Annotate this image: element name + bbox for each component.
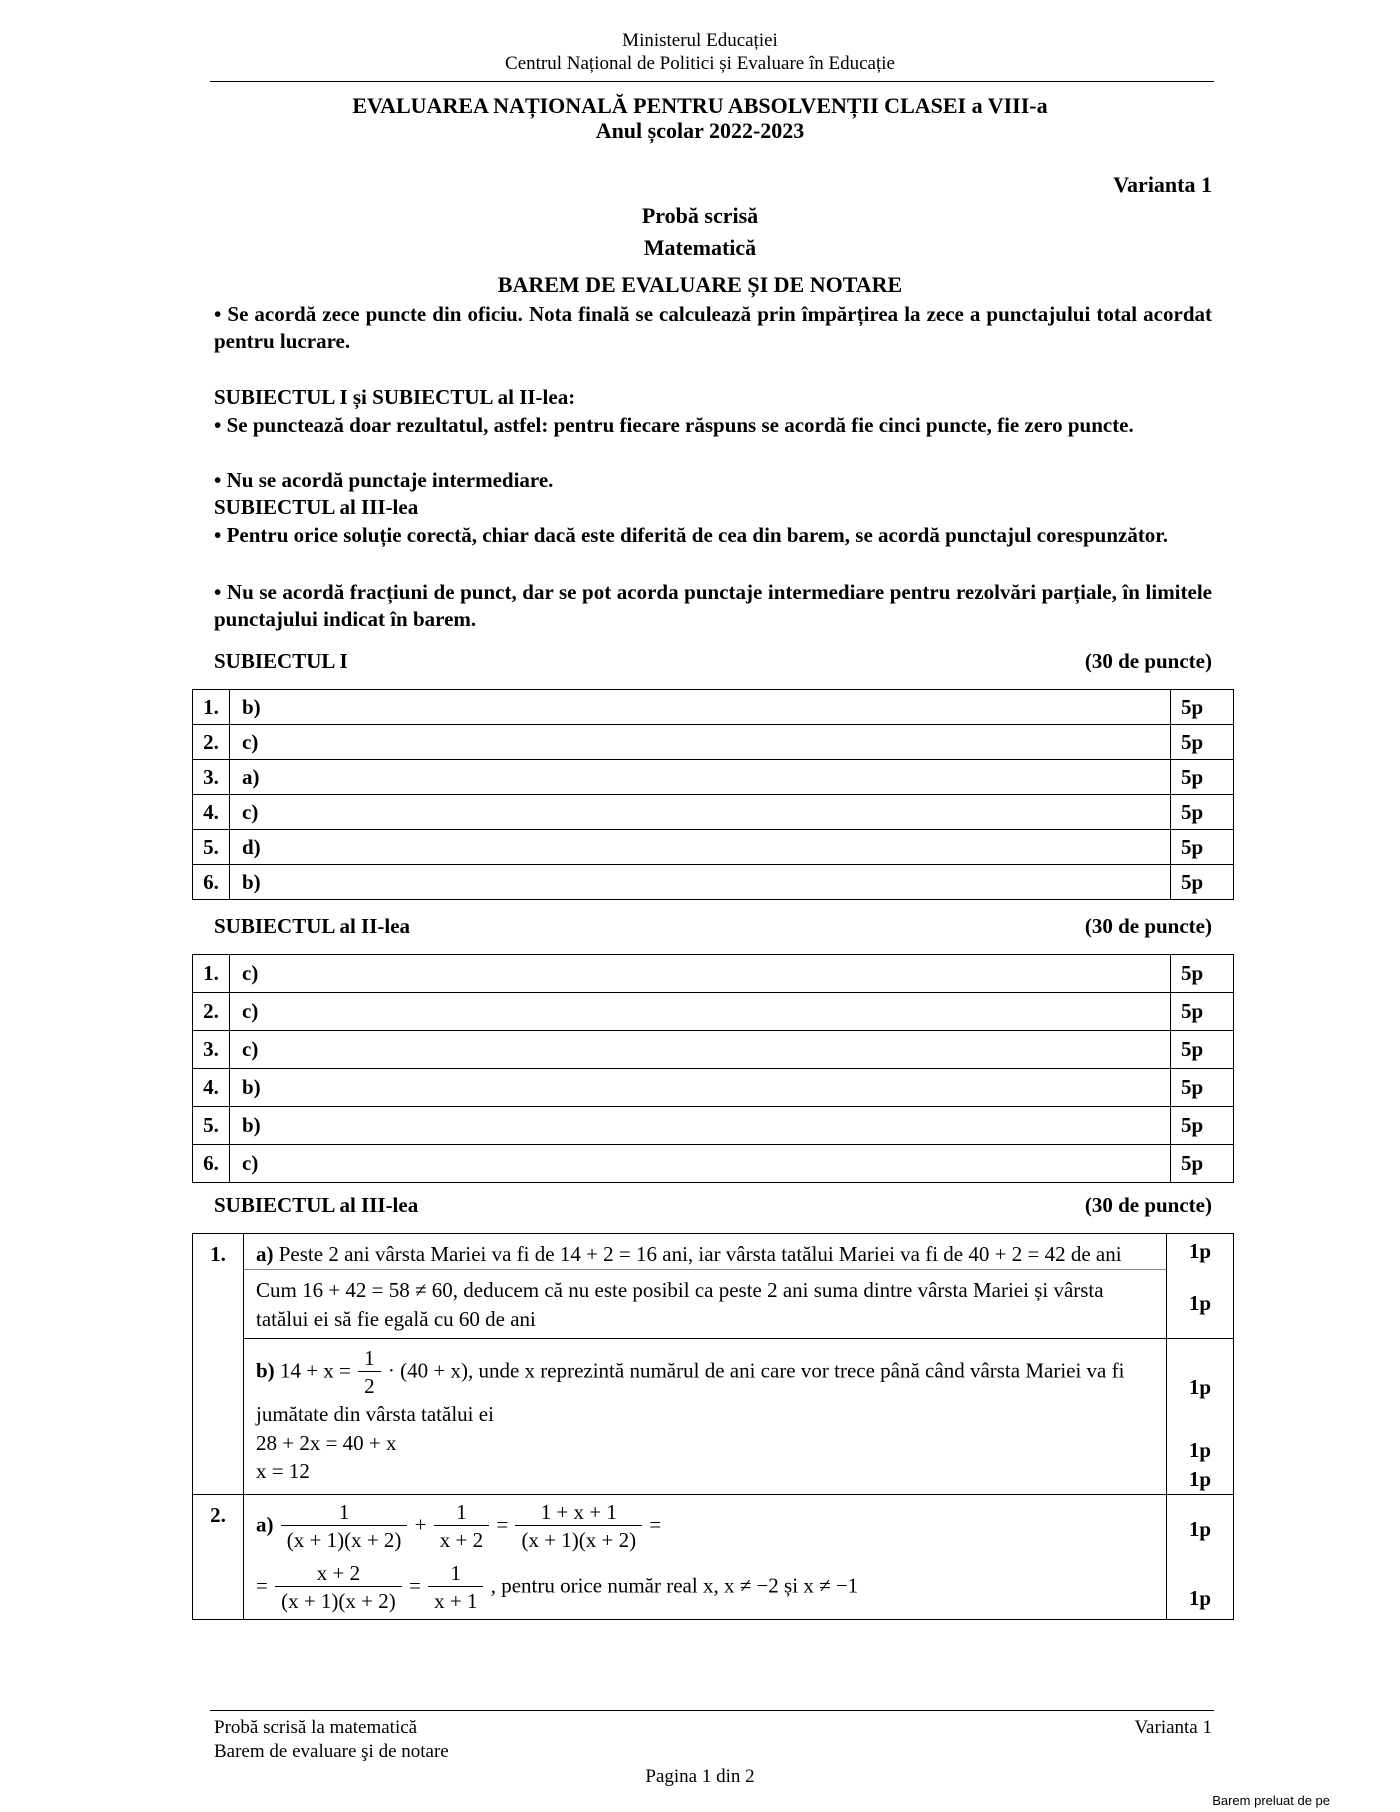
item-points: 5p (1171, 993, 1234, 1031)
general-instruction: • Se acordă zece puncte din oficiu. Nota finală se calculează prin împărțirea la zece a punctajului total acordat pentru lucrare. (214, 302, 1212, 353)
q1b-eq-left: 14 + x = (279, 1358, 351, 1383)
q1b-step-1: 28 + 2x = 40 + x (256, 1431, 397, 1455)
item-number: 1. (193, 955, 230, 993)
item-answer: b) (230, 690, 1171, 725)
ministry-name: Ministerul Educației (622, 30, 778, 51)
subiect3-title: SUBIECTUL al III-lea (214, 1193, 419, 1217)
equals-sign: = (649, 1512, 662, 1537)
q2a-block (244, 1495, 1167, 1620)
fraction-numerator: x + 2 (275, 1560, 402, 1587)
subiect2-points: (30 de puncte) (1084, 914, 1212, 938)
fraction-numerator: 1 (434, 1499, 489, 1526)
school-year: Anul școlar 2022-2023 (595, 118, 805, 143)
s3-rule-1: • Pentru orice soluție corectă, chiar dacă este diferită de cea din barem, se acordă punctajul corespunzător. (214, 523, 1168, 547)
equals-sign: = (409, 1573, 421, 1598)
footer-left-1: Probă scrisă la matematică (214, 1717, 418, 1738)
subiect2-title: SUBIECTUL al II-lea (214, 914, 411, 938)
table-row (193, 1107, 1234, 1145)
item-number: 1. (193, 1234, 244, 1495)
item-answer: b) (230, 1107, 1171, 1145)
item-answer: c) (230, 725, 1171, 760)
table-row (193, 1234, 1234, 1270)
item-number: 3. (193, 1031, 230, 1069)
table-row (193, 725, 1234, 760)
item-points: 1p (1188, 1586, 1212, 1610)
page-number: Pagina 1 din 2 (645, 1766, 755, 1787)
q2a-fraction-2 (434, 1499, 489, 1554)
fraction-denominator: (x + 1)(x + 2) (521, 1528, 637, 1552)
item-number: 2. (193, 993, 230, 1031)
footer-left-2: Barem de evaluare şi de notare (214, 1741, 449, 1762)
item-number: 4. (193, 1069, 230, 1107)
q1a-line2: Cum 16 + 42 = 58 ≠ 60, deducem că nu este posibil ca peste 2 ani suma dintre vârsta Mariei și vârsta tatălui ei să fie egală cu 60 de ani (244, 1270, 1167, 1339)
q1b-eq-right: · (40 + x) (387, 1358, 468, 1383)
exam-type: Probă scrisă (641, 203, 759, 228)
s12-rule-2: • Nu se acordă punctaje intermediare. (214, 468, 554, 492)
q2a-fraction-3 (515, 1499, 642, 1554)
item-points: 5p (1171, 1069, 1234, 1107)
table-row (193, 1270, 1234, 1339)
item-number: 2. (193, 1495, 244, 1620)
item-number: 5. (193, 1107, 230, 1145)
q2a-label: a) (256, 1512, 274, 1537)
item-points: 1p (1188, 1375, 1212, 1399)
item-answer: a) (230, 760, 1171, 795)
item-points: 5p (1171, 760, 1234, 795)
center-name: Centrul Național de Politici și Evaluare în Educație (505, 53, 895, 74)
item-number: 4. (193, 795, 230, 830)
fraction-denominator: x + 1 (434, 1589, 478, 1613)
fraction-denominator: (x + 1)(x + 2) (286, 1528, 402, 1552)
subiect3-heading (214, 1193, 1212, 1218)
item-number: 3. (193, 760, 230, 795)
item-answer: b) (230, 1069, 1171, 1107)
subiect2-heading (214, 914, 1212, 939)
subiect1-heading (214, 649, 1212, 674)
footer-divider (210, 1710, 1214, 1711)
fraction-numerator: 1 (428, 1560, 483, 1587)
fraction-denominator: x + 2 (439, 1528, 484, 1552)
item-answer: c) (230, 1145, 1171, 1183)
subiect1-table (192, 689, 1234, 900)
item-points: 5p (1171, 1031, 1234, 1069)
q1b-equation (256, 1345, 1154, 1429)
item-number: 2. (193, 725, 230, 760)
q1b-label: b) (256, 1358, 275, 1383)
table-row (193, 865, 1234, 900)
s3-rule-2: • Nu se acordă fracțiuni de punct, dar se pot acorda punctaje intermediare pentru rezolvări parțiale, în limitele punctajului indicat în barem. (214, 580, 1212, 631)
s3-title: SUBIECTUL al III-lea (214, 495, 419, 519)
item-points: 1p (1188, 1517, 1212, 1541)
table-row (193, 760, 1234, 795)
q1b-points (1167, 1339, 1234, 1495)
equals-sign: = (496, 1512, 509, 1537)
s12-title: SUBIECTUL I și SUBIECTUL al II-lea: (214, 385, 576, 409)
table-row (193, 1069, 1234, 1107)
q1a-text1: Peste 2 ani vârsta Mariei va fi de 14 + 2 = 16 ani, iar vârsta tatălui Mariei va fi de 40 + 2 = 42 de ani (278, 1242, 1122, 1266)
item-points: 5p (1171, 955, 1234, 993)
table-row (193, 993, 1234, 1031)
plus-sign: + (414, 1512, 427, 1537)
q1a-line1 (244, 1234, 1167, 1270)
q2a-points (1167, 1495, 1234, 1620)
item-answer: b) (230, 865, 1171, 900)
item-points: 5p (1171, 1107, 1234, 1145)
item-answer: d) (230, 830, 1171, 865)
q2a-fraction-4 (275, 1560, 402, 1615)
item-points: 1p (1188, 1438, 1212, 1462)
item-answer: c) (230, 795, 1171, 830)
fraction-denominator: (x + 1)(x + 2) (281, 1589, 396, 1613)
item-answer: c) (230, 955, 1171, 993)
table-row (193, 1495, 1234, 1620)
item-answer: c) (230, 1031, 1171, 1069)
item-points: 5p (1171, 1145, 1234, 1183)
barem-title: BAREM DE EVALUARE ȘI DE NOTARE (497, 272, 903, 297)
q1b-block (244, 1339, 1167, 1495)
variant-label: Varianta 1 (1113, 172, 1212, 197)
header-divider (210, 81, 1214, 82)
subiect3-points: (30 de puncte) (1084, 1193, 1212, 1217)
table-row (193, 1339, 1234, 1495)
equals-sign: = (256, 1573, 268, 1598)
fraction-denominator: 2 (364, 1374, 375, 1398)
table-row (193, 1031, 1234, 1069)
item-number: 5. (193, 830, 230, 865)
subiect1-points: (30 de puncte) (1084, 649, 1212, 673)
q2a-line1 (256, 1499, 1154, 1554)
q1a-label: a) (256, 1242, 274, 1266)
exam-title: EVALUAREA NAȚIONALĂ PENTRU ABSOLVENȚII CLASEI a VIII-a (352, 93, 1048, 118)
table-row (193, 830, 1234, 865)
exam-subject: Matematică (643, 235, 757, 260)
table-row (193, 1145, 1234, 1183)
item-points: 5p (1171, 690, 1234, 725)
s12-rule-1: • Se punctează doar rezultatul, astfel: pentru fiecare răspuns se acordă fie cinci puncte, fie zero puncte. (214, 413, 1134, 437)
q2a-fraction-1 (281, 1499, 408, 1554)
q2a-fraction-5 (428, 1560, 483, 1615)
q1b-text: , unde x reprezintă numărul de ani care vor trece până când vârsta Mariei va fi jumătate din vârsta tatălui ei (256, 1358, 1125, 1426)
item-points: 5p (1171, 795, 1234, 830)
item-points: 5p (1171, 725, 1234, 760)
subiect3-table (192, 1233, 1234, 1620)
table-row (193, 690, 1234, 725)
fraction-numerator: 1 (358, 1345, 381, 1372)
footer-variant: Varianta 1 (1134, 1717, 1212, 1738)
q1b-step-2: x = 12 (256, 1459, 310, 1483)
fraction-numerator: 1 + x + 1 (515, 1499, 642, 1526)
source-note: Barem preluat de pe (1212, 1793, 1330, 1808)
subiect1-title: SUBIECTUL I (214, 649, 348, 673)
fraction-numerator: 1 (281, 1499, 408, 1526)
item-points: 5p (1171, 830, 1234, 865)
item-number: 6. (193, 1145, 230, 1183)
item-number: 1. (193, 690, 230, 725)
item-points: 5p (1171, 865, 1234, 900)
q1b-fraction (358, 1345, 381, 1400)
table-row (193, 795, 1234, 830)
item-points: 1p (1188, 1467, 1212, 1491)
item-points: 1p (1167, 1270, 1234, 1339)
q2a-line2 (256, 1560, 1154, 1615)
item-answer: c) (230, 993, 1171, 1031)
q2a-tail: , pentru orice număr real x, x ≠ −2 și x ≠ −1 (490, 1573, 859, 1598)
item-points: 1p (1167, 1234, 1234, 1270)
item-number: 6. (193, 865, 230, 900)
subiect2-table (192, 954, 1234, 1183)
table-row (193, 955, 1234, 993)
